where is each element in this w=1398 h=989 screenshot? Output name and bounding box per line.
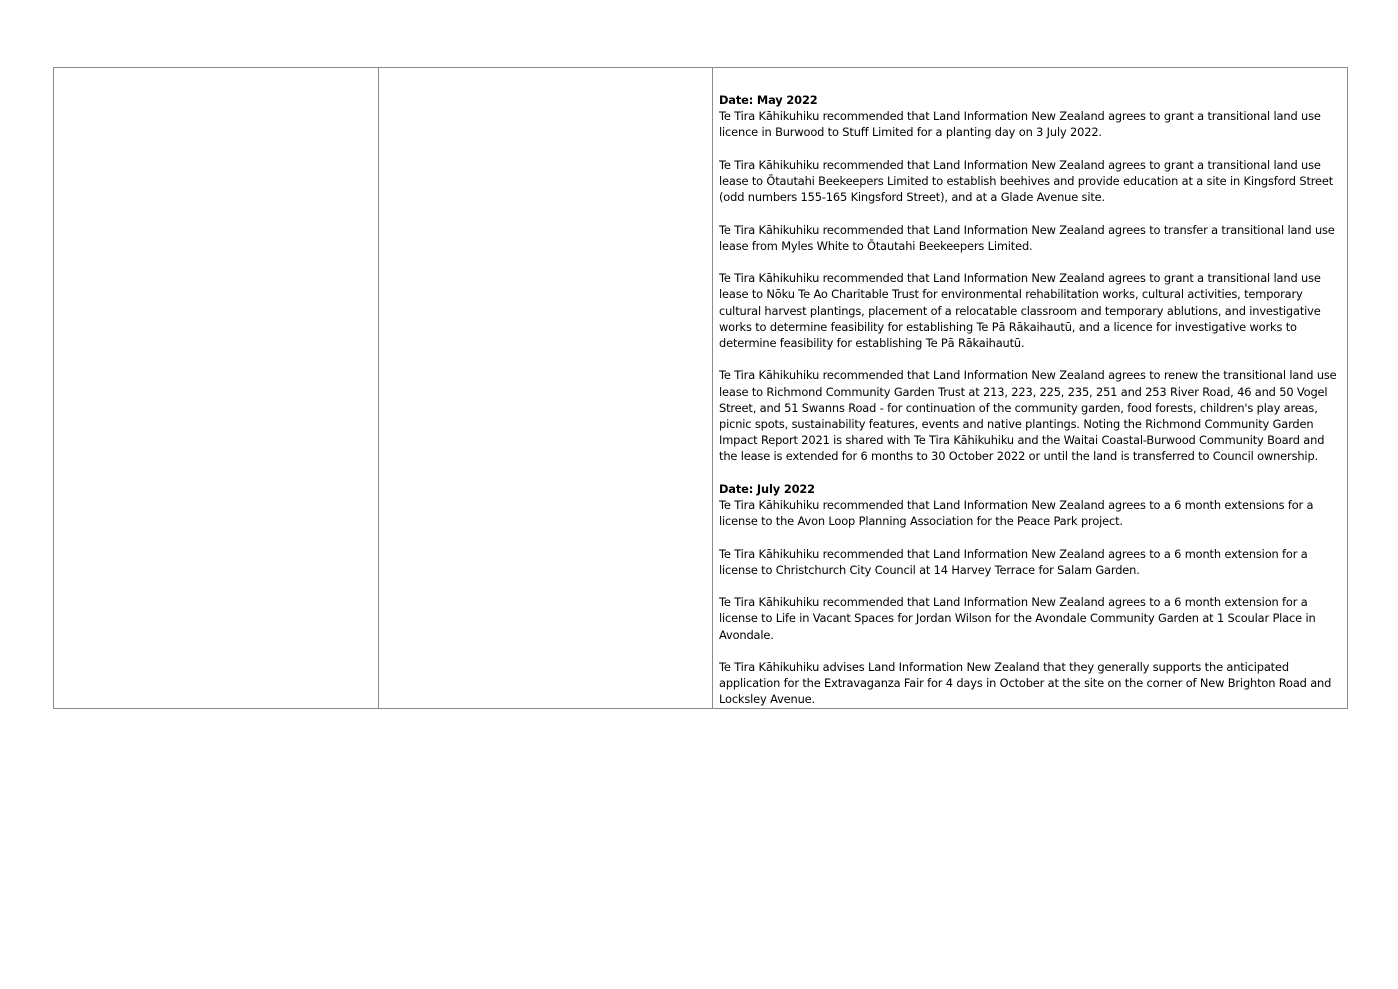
document-table: [53, 67, 1348, 709]
table-row: [54, 68, 1348, 709]
cell-content: [713, 68, 1347, 708]
content-cell: [713, 68, 1348, 709]
empty-cell-first-column: [54, 68, 379, 709]
paragraph: Te Tira Kāhikuhiku recommended that Land Information New Zealand agrees to a 6 month extension for a license to Life in Vacant Spaces for Jordan Wilson for the Avondale Community Garden at 1 Scoular Place in Avondale.: [719, 595, 1316, 642]
paragraph: Te Tira Kāhikuhiku recommended that Land Information New Zealand agrees to a 6 month extension for a license to Christchurch City Council at 14 Harvey Terrace for Salam Garden.: [719, 546, 1308, 577]
paragraph: Te Tira Kāhikuhiku recommended that Land Information New Zealand agrees to renew the transitional land use lease to Richmond Community Garden Trust at 213, 223, 225, 235, 251 and 253 River Road, 46 and 50 Vogel Street, and 51 Swanns Road - for continuation of the community garden, food forests, children's play areas, picnic spots, sustainability features, events and native plantings. Noting the Richmond Community Garden Impact Report 2021 is shared with Te Tira Kāhikuhiku and the Waitai Coastal-Burwood Community Board and the lease is extended for 6 months to 30 October 2022 or until the land is transferred to Council ownership.: [719, 368, 1337, 464]
paragraph: Te Tira Kāhikuhiku recommended that Land Information New Zealand agrees to grant a transitional land use lease to Nōku Te Ao Charitable Trust for environmental rehabilitation works, cultural activities, temporary cultural harvest plantings, placement of a relocatable classroom and temporary ablutions, and investigative works to determine feasibility for establishing Te Pā Rākaihautū, and a licence for investigative works to determine feasibility for establishing Te Pā Rākaihautū.: [719, 271, 1321, 350]
section-heading: Date: May 2022: [719, 93, 818, 107]
paragraph: Te Tira Kāhikuhiku advises Land Information New Zealand that they generally supports the anticipated application for the Extravaganza Fair for 4 days in October at the site on the corner of New Brighton Road and Locksley Avenue.: [719, 659, 1332, 707]
paragraph: Te Tira Kāhikuhiku recommended that Land Information New Zealand agrees to grant a transitional land use lease to Ōtautahi Beekeepers Limited to establish beehives and provide education at a site in Kingsford Street (odd numbers 155-165 Kingsford Street), and at a Glade Avenue site.: [719, 157, 1334, 205]
empty-cell-second-column: [379, 68, 713, 709]
paragraph: Te Tira Kāhikuhiku recommended that Land Information New Zealand agrees to transfer a transitional land use lease from Myles White to Ōtautahi Beekeepers Limited.: [719, 222, 1335, 253]
section-july-2022: [719, 481, 1341, 708]
paragraph: Te Tira Kāhikuhiku recommended that Land Information New Zealand agrees to a 6 month extensions for a license to the Avon Loop Planning Association for the Peace Park project.: [719, 498, 1314, 529]
section-may-2022: [719, 92, 1341, 465]
section-heading: Date: July 2022: [719, 481, 815, 496]
paragraph: Te Tira Kāhikuhiku recommended that Land Information New Zealand agrees to grant a transitional land use licence in Burwood to Stuff Limited for a planting day on 3 July 2022.: [719, 109, 1321, 140]
